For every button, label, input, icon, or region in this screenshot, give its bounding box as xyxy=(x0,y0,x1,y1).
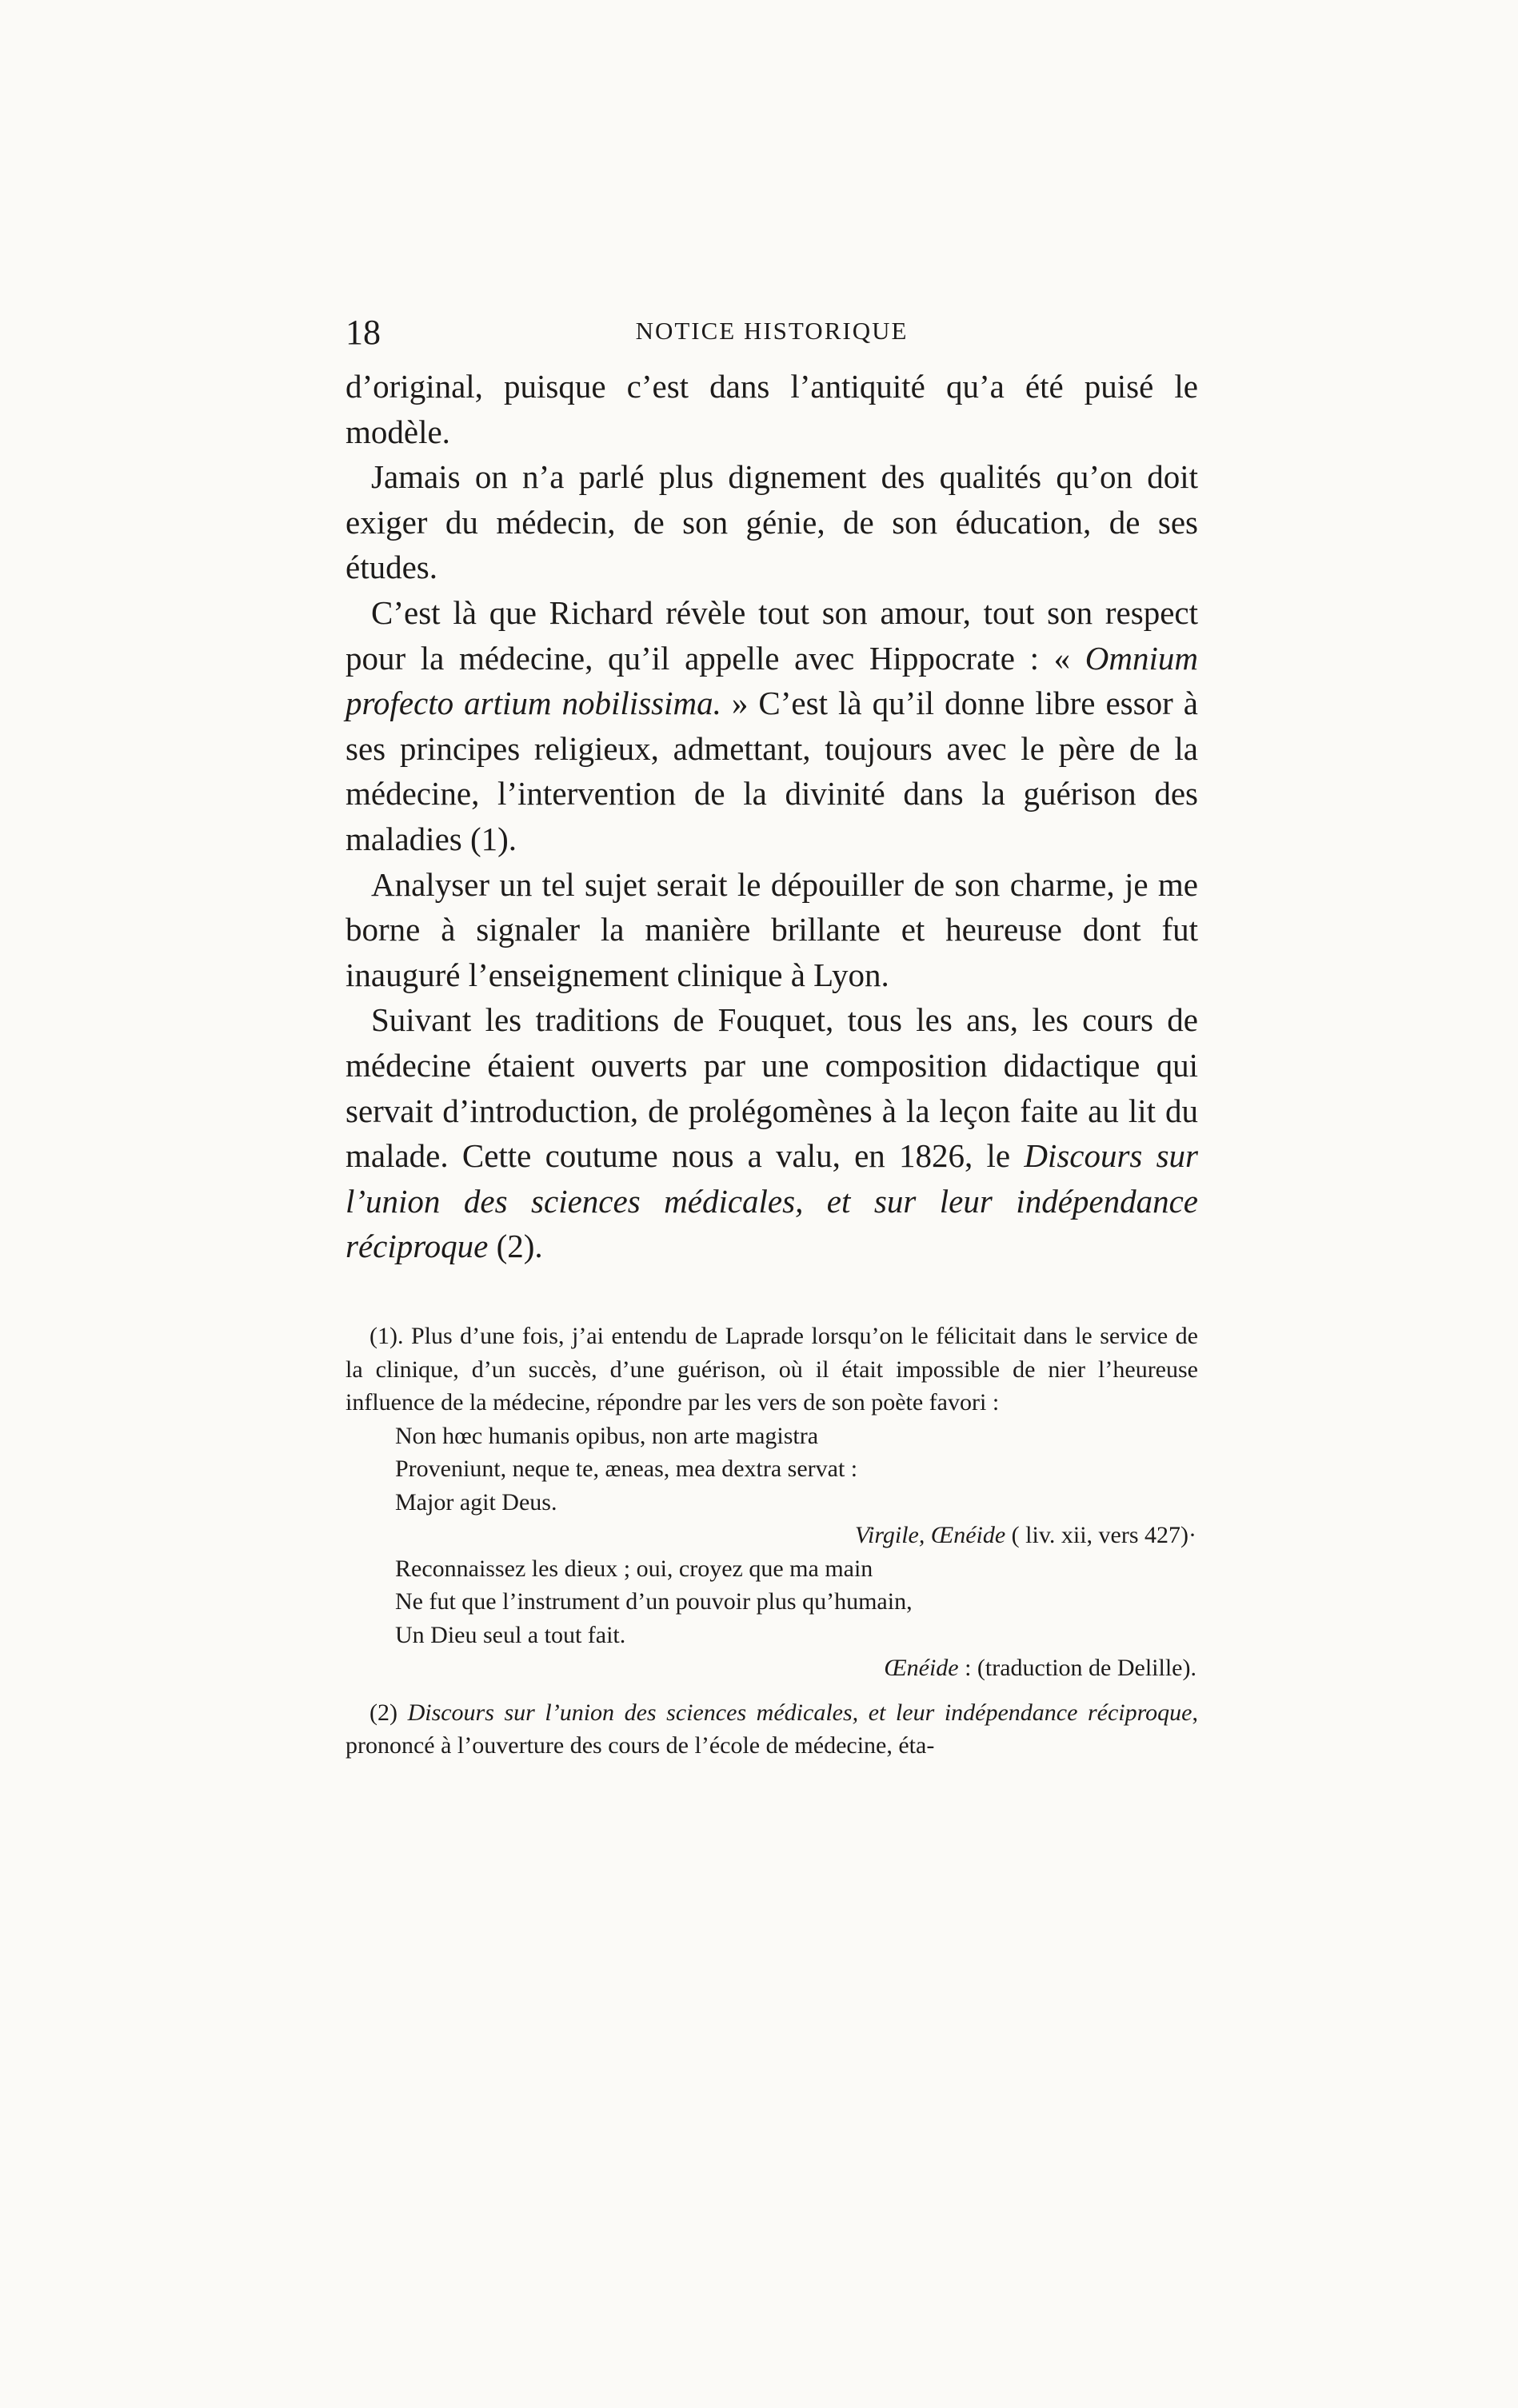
verse-attribution-1 xyxy=(346,1519,1198,1552)
attribution-work: Œnéide xyxy=(930,1522,1006,1548)
attribution-author: Virgile, xyxy=(854,1522,925,1548)
verse-line: Reconnaissez les dieux ; oui, croyez que ma main xyxy=(395,1555,873,1582)
footnote-2-text: , prononcé à l’ouverture des cours de l’école de médecine, éta- xyxy=(346,1699,1198,1759)
paragraph-5 xyxy=(346,997,1198,1269)
paragraph-5-text-c: (2). xyxy=(488,1228,543,1265)
paragraph-4: Analyser un tel sujet serait le dépouiller de son charme, je me borne à signaler la manière brillante et heureuse dont fut inauguré l’enseignement clinique à Lyon. xyxy=(346,865,1198,993)
discourse-title: Discours sur l’union des sciences médicales, et sur leur indépendance réciproque xyxy=(346,1137,1199,1265)
verse-line: Ne fut que l’instrument d’un pouvoir plus qu’humain, xyxy=(395,1588,913,1615)
footnote-1: (1). Plus d’une fois, j’ai entendu de Laprade lorsqu’on le félicitait dans le service de la clinique, d’un succès, d’une guérison, où il était impossible de nier l’heureuse influence de la médecine, répondre par les vers de son poète favori : xyxy=(346,1323,1198,1416)
paragraph-3-text-c: » C’est là qu’il donne libre essor à ses principes religieux, admettant, toujours avec le père de la médecine, l’intervention de la divinité dans la guérison des maladies (1). xyxy=(346,685,1198,857)
verse-attribution-2 xyxy=(346,1651,1198,1685)
paragraph-3 xyxy=(346,590,1198,862)
footnote-2-title: Discours sur l’union des sciences médicales, et leur indépendance réciproque xyxy=(407,1699,1192,1726)
main-text xyxy=(346,364,1198,1269)
paragraph-1: d’original, puisque c’est dans l’antiquité qu’a été puisé le modèle. xyxy=(346,368,1198,450)
footnotes xyxy=(346,1320,1198,1763)
paragraph-2: Jamais on n’a parlé plus dignement des qualités qu’on doit exiger du médecin, de son génie, de son éducation, de ses études. xyxy=(346,458,1198,586)
verse-line: Un Dieu seul a tout fait. xyxy=(395,1621,626,1648)
running-title: NOTICE HISTORIQUE xyxy=(635,317,909,345)
attribution-reference: ( liv. xii, vers 427)· xyxy=(1005,1522,1196,1548)
paragraph-3-text-a: C’est là que Richard révèle tout son amour, tout son respect pour la médecine, qu’il appelle avec Hippocrate : « xyxy=(346,593,1198,677)
attribution-work: Œnéide xyxy=(884,1655,959,1681)
latin-verse xyxy=(346,1420,1198,1519)
footnote-2-marker: (2) xyxy=(370,1699,408,1726)
verse-line: Major agit Deus. xyxy=(395,1488,557,1515)
verse-line: Non hœc humanis opibus, non arte magistra xyxy=(395,1422,819,1449)
attribution-reference: : (traduction de Delille). xyxy=(958,1655,1196,1681)
latin-quote: Omnium profecto artium nobilissima. xyxy=(346,639,1198,722)
paragraph-5-text-a: Suivant les traditions de Fouquet, tous les ans, les cours de médecine étaient ouverts par une composition didactique qui servait d’introduction, de prolégomènes à la leçon faite au lit du malade. Cette coutume nous a valu, en 1826, le xyxy=(346,1001,1198,1175)
verse-line: Proveniunt, neque te, æneas, mea dextra servat : xyxy=(395,1456,858,1482)
french-verse xyxy=(346,1552,1198,1652)
page-header xyxy=(346,312,1198,352)
page-number: 18 xyxy=(346,313,381,352)
footnote-2 xyxy=(346,1696,1198,1763)
